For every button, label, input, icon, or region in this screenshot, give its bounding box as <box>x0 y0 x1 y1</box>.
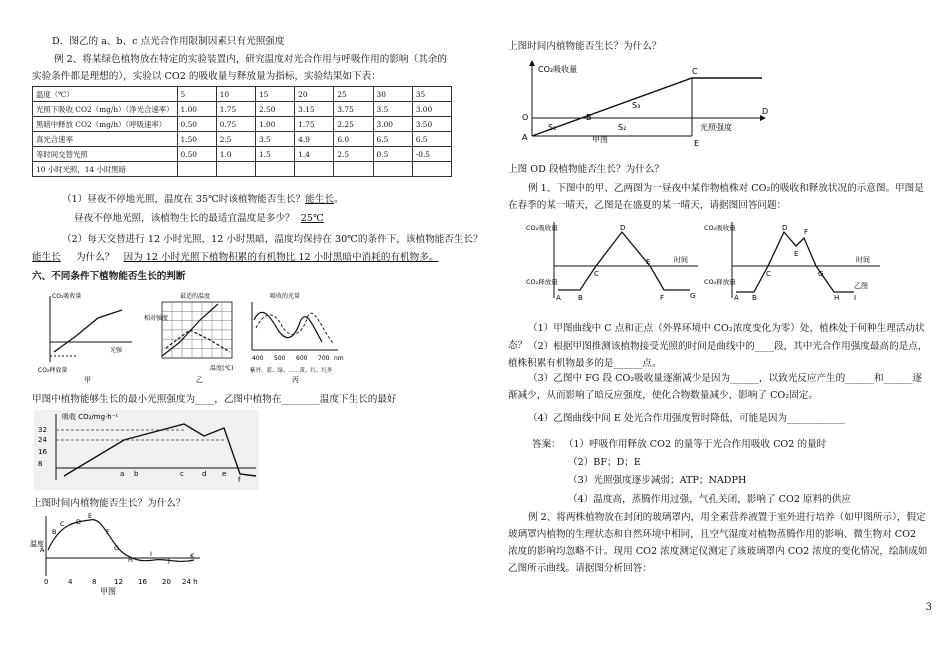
point-label: D <box>620 224 626 232</box>
answers-block: 答案： （1）呼吸作用释放 CO2 的量等于光合作用吸收 CO2 的量时 <box>532 439 827 450</box>
point-label: I <box>150 550 152 558</box>
point-label: B <box>752 294 757 302</box>
tick-label: nm <box>334 355 344 362</box>
table-cell: 6.0 <box>334 132 373 147</box>
table-cell: 6.5 <box>373 132 412 147</box>
svg-text:CO₂吸收量: CO₂吸收量 <box>526 224 558 232</box>
table-cell: 2.25 <box>334 117 373 132</box>
svg-text:温度(℃): 温度(℃) <box>210 365 234 372</box>
table-cell: 1.50 <box>177 132 216 147</box>
question-1b: 昼夜不停地光照，该植物生长的最适宜温度是多少？ 25℃ <box>74 213 324 224</box>
question-1: （1）昼夜不停地光照，温度在 35℃时该植物能否生长？能生长。 <box>62 194 344 205</box>
svg-text:乙图: 乙图 <box>854 282 868 290</box>
tick-label: 600 <box>296 355 308 362</box>
table-row <box>33 162 452 177</box>
option-d: D．图乙的 a、b、c 点光合作用限制因素只有光照强度 <box>52 36 285 47</box>
point-label: D <box>782 224 788 232</box>
point-label: C <box>594 270 599 278</box>
table-cell: 1.0 <box>216 147 255 162</box>
svg-text:时间: 时间 <box>856 256 870 264</box>
table-cell: 2.5 <box>334 147 373 162</box>
point-label: e <box>222 470 227 478</box>
table-cell: 3.15 <box>295 102 334 117</box>
table-cell <box>177 162 216 177</box>
point-label: E <box>646 258 651 266</box>
table-cell: 3.75 <box>334 102 373 117</box>
table-header-row <box>33 87 452 102</box>
figure-day-yi <box>704 220 884 302</box>
point-label: b <box>134 470 139 478</box>
table-cell: 3.5 <box>373 102 412 117</box>
table-cell: -0.5 <box>412 147 451 162</box>
svg-text:丙: 丙 <box>292 376 299 384</box>
point-label: J <box>168 556 170 564</box>
point-label: f <box>238 476 241 484</box>
page-number: 3 <box>925 602 932 613</box>
point-label: F <box>660 294 665 302</box>
question-2: （2）每天交替进行 12 小时光照，12 小时黑暗，温度均保持在 30℃的条件下，该植物能否生长？ <box>62 234 483 245</box>
table-cell: 1.75 <box>295 117 334 132</box>
point-label: E <box>794 250 799 258</box>
answer-2-reason: 因为 12 小时光照下植物积累的有机物比 12 小时黑暗中消耗的有机物多。 <box>123 252 439 263</box>
tick-label: 500 <box>274 355 286 362</box>
table-cell: 4.9 <box>295 132 334 147</box>
svg-text:吸收的光量: 吸收的光量 <box>270 293 301 300</box>
answers-title: 答案： <box>532 439 561 450</box>
experiment-table <box>32 86 452 177</box>
example2-text: 例 2、将两株植物放在封闭的玻璃罩内，用全素营养液置于室外进行培养（如甲图所示），假定玻璃罩内植物的生理状态和自然环境中相同，且空气湿度对植物蒸腾作用的影响、微生物对 CO2 浓度的影响均忽略不计。现用 CO2 浓度测定仪测定了该玻璃罩内 CO2 浓度的变化情况，绘制成如乙图所示曲线。请据图分析回答： <box>508 512 928 574</box>
table-cell: 5 <box>177 87 216 102</box>
point-label: H <box>834 294 840 302</box>
svg-text:甲图: 甲图 <box>592 135 608 144</box>
point-label: A <box>556 294 561 302</box>
table-cell <box>295 162 334 177</box>
tick-label: 16 <box>138 578 147 586</box>
tick-label: 8 <box>92 578 97 586</box>
point-label: E <box>694 139 700 148</box>
point-label: S₂ <box>618 123 627 132</box>
svg-text:CO₂释放量: CO₂释放量 <box>704 278 736 286</box>
point-label: a <box>120 470 125 478</box>
table-cell <box>373 162 412 177</box>
table-cell: 1.5 <box>255 147 294 162</box>
example1-text: 例 1、下图中的甲、乙两图为一昼夜中某作物植株对 CO₂的吸收和释放状况的示意图。甲图是在春季的某一晴天，乙图是在盛夏的某一晴天，请据图回答问题： <box>508 183 924 211</box>
svg-text:温度: 温度 <box>30 540 44 548</box>
table-cell: 黑暗中释放 CO2（mg/h）（呼吸速率） <box>33 117 178 132</box>
table-row <box>33 117 452 132</box>
svg-text:光照强度: 光照强度 <box>700 123 732 132</box>
tick-label: 400 <box>252 355 264 362</box>
tick-label: 20 <box>162 578 171 586</box>
table-row <box>33 147 452 162</box>
table-cell: 2.50 <box>255 102 294 117</box>
section-title: 六、不同条件下植物能否生长的判断 <box>32 271 186 282</box>
answer-1: 能生长 <box>305 194 334 205</box>
table-cell: 1.4 <box>295 147 334 162</box>
tick-label: 700 <box>318 355 330 362</box>
svg-text:紫外、蓝、绿、……黄、红、红外: 紫外、蓝、绿、……黄、红、红外 <box>250 368 333 374</box>
point-label: S₁ <box>548 123 557 132</box>
point-label: E <box>88 512 93 520</box>
question-2-answer-line: 能生长 为什么？ 因为 12 小时光照下植物积累的有机物比 12 小时黑暗中消耗的有机物多。 <box>32 252 439 263</box>
table-cell: 0.5 <box>373 147 412 162</box>
table-cell: 25 <box>334 87 373 102</box>
point-label: F <box>804 228 809 236</box>
tick-label: 32 <box>38 426 47 434</box>
table-row <box>33 102 452 117</box>
table-row <box>33 132 452 147</box>
svg-text:甲: 甲 <box>84 376 91 384</box>
figure-temperature-day <box>30 512 210 596</box>
answer-4: （4）温度高，蒸腾作用过强，气孔关闭，影响了 CO2 原料的供应 <box>568 494 851 505</box>
point-label: D <box>762 107 769 116</box>
point-label: G <box>690 292 696 300</box>
figure-yi-temperature <box>140 290 250 385</box>
point-label: I <box>854 294 857 302</box>
svg-text:CO₂吸收量: CO₂吸收量 <box>538 65 578 74</box>
question-light-min: 甲图中植物能够生长的最小光照强度为____，乙图中植物在________温度下生长的最好 <box>32 394 397 405</box>
table-cell: 3.50 <box>412 117 451 132</box>
point-label: A <box>734 294 739 302</box>
table-cell: 10 <box>216 87 255 102</box>
table-cell: 0.50 <box>177 147 216 162</box>
table-cell: 1.00 <box>255 117 294 132</box>
point-label: B <box>52 528 57 536</box>
question-grow-2: 上图时间内植物能否生长？为什么？ <box>508 41 662 52</box>
svg-text:甲图: 甲图 <box>100 587 116 596</box>
answer-2: 能生长 <box>32 252 61 263</box>
svg-text:CO₂吸收量: CO₂吸收量 <box>704 224 736 232</box>
table-cell: 1.00 <box>177 102 216 117</box>
tick-label: 4 <box>68 578 73 586</box>
table-cell: 光照下吸收 CO2（mg/h）（净光合速率） <box>33 102 178 117</box>
figure-jia-light <box>32 290 142 385</box>
point-label: B <box>578 294 583 302</box>
question-od: 上图 OD 段植物能否生长？为什么？ <box>508 164 664 175</box>
table-cell: 真光合速率 <box>33 132 178 147</box>
tick-label: 12 <box>114 578 123 586</box>
point-label: G <box>818 270 824 278</box>
svg-text:吸收 CO₂/mg·h⁻¹: 吸收 CO₂/mg·h⁻¹ <box>62 413 119 421</box>
example2-intro: 例 2、将某绿色植物放在特定的实验装置内，研究温度对光合作用与呼吸作用的影响（其余的实验条件都是理想的），实验以 CO2 的吸收量与释放量为指标，实验结果如下表： <box>32 54 447 82</box>
svg-text:乙: 乙 <box>196 376 203 384</box>
svg-text:最适的温度: 最适的温度 <box>180 293 211 300</box>
point-label: C <box>766 270 771 278</box>
table-cell: 0.75 <box>216 117 255 132</box>
answer-1b: 25℃ <box>300 213 324 224</box>
svg-text:CO₂释放量: CO₂释放量 <box>38 367 68 374</box>
question-item: （2）根据甲图推测该植物接受光照的时间是曲线中的____段，其中光合作用强度最高的是点，植株积累有机物最多的是______点。 <box>508 341 928 369</box>
point-label: d <box>202 470 207 478</box>
table-cell: 10 小时光照，14 小时黑暗 <box>33 162 178 177</box>
question-item: （1）甲图曲线中 C 点和正点（外界环境中 CO₂浓度变化为零）处，植株处于何种生理活动状态？ <box>508 323 925 351</box>
figure-co2-uptake <box>34 410 259 490</box>
point-label: H <box>128 556 133 564</box>
svg-text:CO₂释放量: CO₂释放量 <box>526 278 558 286</box>
table-cell: 6.5 <box>412 132 451 147</box>
point-label: O <box>522 113 529 122</box>
figure-bing-spectrum <box>242 290 352 385</box>
tick-label: 24 <box>38 436 47 444</box>
point-label: B <box>586 113 592 122</box>
question-item: （4）乙图曲线中间 E 处光合作用强度暂时降低，可能是因为____________ <box>528 413 845 424</box>
answer-3: （3）光照强度逐步减弱；ATP；NADPH <box>568 475 747 486</box>
point-label: K <box>190 552 195 560</box>
figure-co2-light <box>522 60 772 148</box>
table-cell: 3.5 <box>255 132 294 147</box>
svg-text:光强: 光强 <box>110 347 123 354</box>
table-cell: 等时间交替光照 <box>33 147 178 162</box>
table-cell: 2.5 <box>216 132 255 147</box>
table-cell: 35 <box>412 87 451 102</box>
table-cell: 1.75 <box>216 102 255 117</box>
point-label: C <box>692 67 698 76</box>
point-label: A <box>522 133 528 142</box>
point-label: C <box>60 520 65 528</box>
tick-label: 0 <box>44 578 49 586</box>
point-label: c <box>180 470 184 478</box>
table-cell <box>216 162 255 177</box>
svg-text:时间: 时间 <box>674 256 688 264</box>
point-label: D <box>76 518 82 526</box>
question-grow-1: 上图时间内植物能否生长？为什么？ <box>32 498 186 509</box>
table-cell <box>255 162 294 177</box>
table-cell: 3.00 <box>373 117 412 132</box>
svg-text:相对强度: 相对强度 <box>144 315 169 322</box>
table-cell: 3.00 <box>412 102 451 117</box>
table-cell <box>334 162 373 177</box>
tick-label: 16 <box>38 448 47 456</box>
svg-text:CO₂吸收量: CO₂吸收量 <box>52 293 82 300</box>
question-item: （3）乙图中 FG 段 CO₂吸收量逐渐减少是因为______，以致光反应产生的______和______逐渐减少，从而影响了暗反应强度，使化合物数量减少，影响了 CO₂固定。 <box>508 373 922 401</box>
table-cell <box>412 162 451 177</box>
point-label: S₃ <box>632 101 641 110</box>
tick-label: 8 <box>38 460 43 468</box>
point-label: F <box>106 528 110 536</box>
tick-label: 24 h <box>182 578 198 586</box>
point-label: G <box>114 544 120 552</box>
figure-day-jia <box>526 220 701 302</box>
table-cell: 20 <box>295 87 334 102</box>
table-cell: 30 <box>373 87 412 102</box>
table-cell: 15 <box>255 87 294 102</box>
point-label: A <box>40 546 45 554</box>
answer-2: （2）BF；D；E <box>568 457 641 468</box>
table-cell: 温度（℃） <box>33 87 178 102</box>
table-cell: 0.50 <box>177 117 216 132</box>
